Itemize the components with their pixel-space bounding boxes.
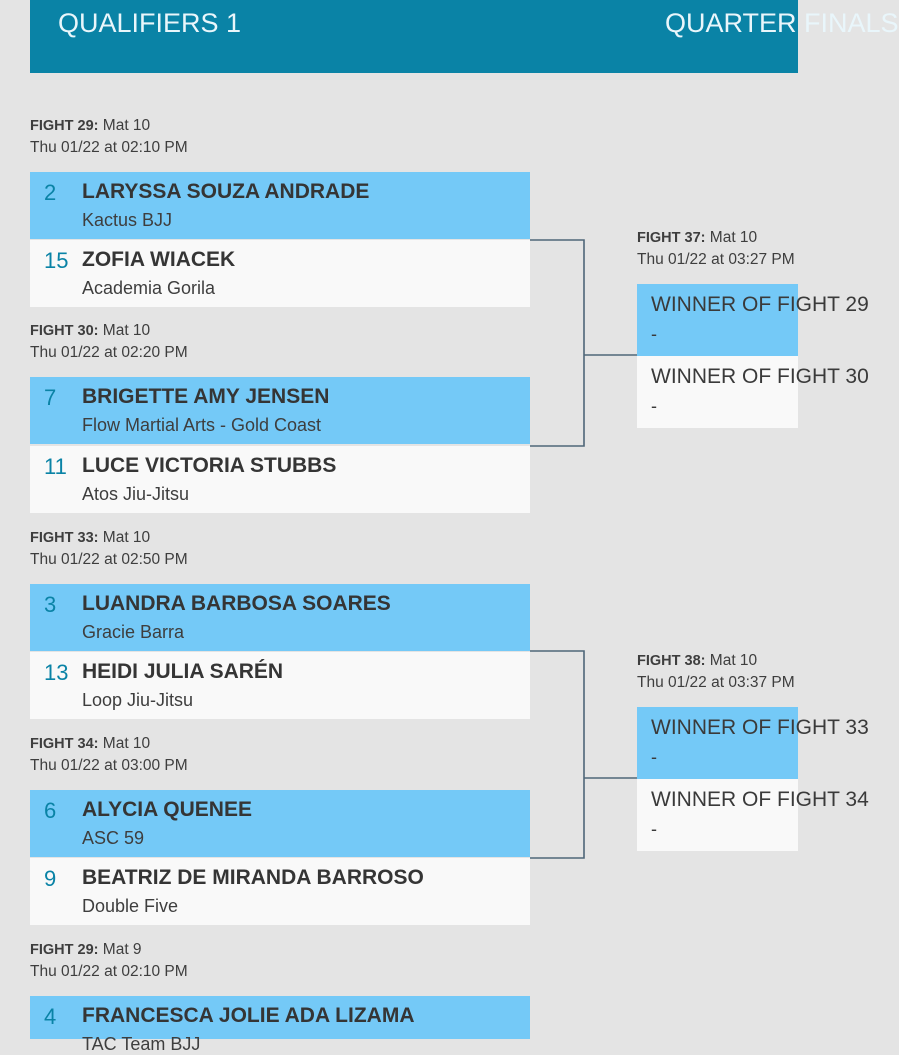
competitor-row[interactable] — [30, 240, 530, 307]
fight-info — [30, 320, 188, 364]
seed-number: 9 — [44, 866, 57, 891]
bracket-connectors — [530, 0, 640, 1039]
competitor-row[interactable] — [30, 377, 530, 444]
connector-line — [530, 651, 584, 858]
fight-mat: Mat 10 — [98, 529, 151, 546]
fight-number: FIGHT 33: — [30, 530, 99, 546]
fight-info — [30, 527, 188, 571]
fight-mat: Mat 10 — [98, 735, 151, 752]
competitor-name: WINNER OF FIGHT 29 — [651, 293, 869, 316]
fight-time: Thu 01/22 at 02:10 PM — [30, 963, 188, 980]
competitor-name: ZOFIA WIACEK — [82, 248, 236, 271]
fight-number: FIGHT 30: — [30, 323, 99, 339]
fight-info — [30, 733, 188, 777]
seed-number: 11 — [44, 454, 67, 479]
seed-number: 6 — [44, 798, 57, 823]
fight-mat: Mat 10 — [98, 117, 151, 134]
round-title-quarter-finals[interactable]: QUARTER FINALS — [665, 8, 899, 38]
competitor-row[interactable] — [30, 652, 530, 719]
competitor-name: WINNER OF FIGHT 33 — [651, 716, 869, 739]
fight-number: FIGHT 34: — [30, 736, 99, 752]
competitor-team: Academia Gorila — [82, 278, 216, 298]
competitor-team: TAC Team BJJ — [82, 1034, 201, 1054]
competitor-row[interactable] — [637, 284, 869, 356]
bracket-header — [30, 0, 899, 73]
fight-mat: Mat 10 — [98, 322, 151, 339]
fight-number: FIGHT 29: — [30, 942, 99, 958]
competitor-team: Loop Jiu-Jitsu — [82, 690, 194, 710]
competitor-team: - — [651, 747, 657, 767]
fight-info — [637, 227, 798, 271]
competitor-name: FRANCESCA JOLIE ADA LIZAMA — [82, 1004, 415, 1027]
fight-info — [637, 650, 798, 694]
competitor-row[interactable] — [30, 584, 530, 651]
seed-number: 2 — [44, 180, 57, 205]
competitor-name: BEATRIZ DE MIRANDA BARROSO — [82, 866, 424, 889]
competitor-name: BRIGETTE AMY JENSEN — [82, 385, 330, 408]
fight-mat: Mat 10 — [705, 652, 758, 669]
fight-time: Thu 01/22 at 02:10 PM — [30, 139, 188, 156]
seed-number: 13 — [44, 660, 69, 685]
connector-line — [530, 240, 584, 446]
fight-time: Thu 01/22 at 02:20 PM — [30, 344, 188, 361]
competitor-row[interactable] — [30, 172, 530, 239]
competitor-name: ALYCIA QUENEE — [82, 798, 252, 821]
fight-mat: Mat 9 — [98, 941, 142, 958]
competitor-team: Atos Jiu-Jitsu — [82, 484, 190, 504]
competitor-row[interactable] — [30, 446, 530, 513]
seed-number: 15 — [44, 248, 69, 273]
fight-mat: Mat 10 — [705, 229, 758, 246]
competitor-row[interactable] — [637, 707, 869, 779]
competitor-row[interactable] — [637, 356, 869, 428]
competitor-team: Flow Martial Arts - Gold Coast — [82, 415, 322, 435]
competitor-team: ASC 59 — [82, 828, 145, 848]
seed-number: 4 — [44, 1004, 57, 1029]
fight-time: Thu 01/22 at 03:27 PM — [637, 251, 795, 268]
fight-number: FIGHT 37: — [637, 230, 706, 246]
fight-time: Thu 01/22 at 03:00 PM — [30, 757, 188, 774]
competitor-row[interactable] — [30, 858, 530, 925]
competitor-name: LUANDRA BARBOSA SOARES — [82, 592, 391, 615]
competitor-team: - — [651, 396, 657, 416]
round-title-qualifiers[interactable]: QUALIFIERS 1 — [58, 8, 242, 38]
seed-number: 3 — [44, 592, 57, 617]
fight-time: Thu 01/22 at 03:37 PM — [637, 674, 795, 691]
competitor-team: Double Five — [82, 896, 179, 916]
competitor-team: - — [651, 819, 657, 839]
competitor-team: - — [651, 324, 657, 344]
competitor-row[interactable] — [637, 779, 869, 851]
competitor-name: WINNER OF FIGHT 34 — [651, 788, 869, 811]
competitor-name: LARYSSA SOUZA ANDRADE — [82, 180, 370, 203]
fight-number: FIGHT 38: — [637, 653, 706, 669]
fight-info — [30, 939, 188, 983]
competitor-name: WINNER OF FIGHT 30 — [651, 365, 869, 388]
fight-info — [30, 115, 188, 159]
competitor-name: HEIDI JULIA SARÉN — [82, 660, 284, 683]
competitor-row[interactable] — [30, 790, 530, 857]
competitor-team: Gracie Barra — [82, 622, 185, 642]
fight-time: Thu 01/22 at 02:50 PM — [30, 551, 188, 568]
fight-number: FIGHT 29: — [30, 118, 99, 134]
competitor-row[interactable] — [30, 996, 530, 1054]
competitor-team: Kactus BJJ — [82, 210, 173, 230]
seed-number: 7 — [44, 385, 57, 410]
competitor-name: LUCE VICTORIA STUBBS — [82, 454, 337, 477]
